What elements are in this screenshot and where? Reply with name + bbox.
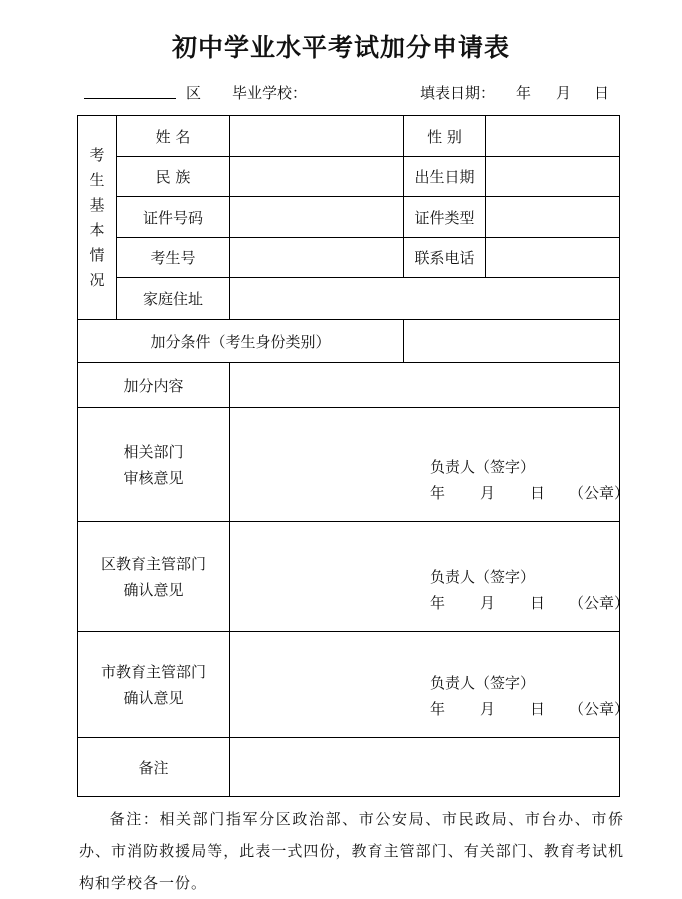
bonus-content-field[interactable]	[230, 363, 620, 408]
signature-label: 负责人（签字）	[430, 674, 536, 692]
gender-label: 性 别	[404, 116, 486, 157]
district-confirm-label: 区教育主管部门 确认意见	[78, 522, 230, 632]
exam-number-label: 考生号	[117, 238, 230, 278]
signature-date: 年 月 日 （公章）	[430, 594, 630, 612]
city-confirm-label: 市教育主管部门 确认意见	[78, 632, 230, 738]
form-title: 初中学业水平考试加分申请表	[171, 33, 510, 62]
fill-date-month: 月	[556, 84, 572, 102]
signature-label: 负责人（签字）	[430, 458, 536, 476]
phone-label: 联系电话	[404, 238, 486, 278]
name-label: 姓 名	[117, 116, 230, 157]
dept-review-field[interactable]	[230, 408, 630, 522]
district-label: 区	[186, 84, 202, 102]
footnote: 备注：相关部门指军分区政治部、市公安局、市民政局、市台办、市侨办、市消防救援局等，此表一式四份，教育主管部门、有关部门、教育考试机构和学校各一份。	[79, 810, 624, 892]
birth-date-label: 出生日期	[404, 157, 486, 197]
fill-date-day: 日	[594, 84, 610, 102]
exam-number-field[interactable]	[230, 238, 404, 278]
bonus-condition-field[interactable]	[404, 320, 620, 363]
remarks-field[interactable]	[230, 738, 620, 797]
id-type-label: 证件类型	[404, 197, 486, 238]
bonus-content-label: 加分内容	[78, 363, 230, 408]
address-label: 家庭住址	[117, 278, 230, 320]
basic-info-group-label: 考 生 基 本 情 况	[78, 116, 117, 320]
remarks-label: 备注	[78, 738, 230, 797]
id-type-field[interactable]	[486, 197, 620, 238]
city-confirm-field[interactable]	[230, 632, 630, 738]
birth-date-field[interactable]	[486, 157, 620, 197]
phone-field[interactable]	[486, 238, 620, 278]
application-form-table	[77, 115, 630, 797]
district-confirm-field[interactable]	[230, 522, 630, 632]
signature-date: 年 月 日 （公章）	[430, 484, 630, 502]
address-field[interactable]	[230, 278, 620, 320]
fill-date-label: 填表日期：	[420, 84, 496, 102]
gender-field[interactable]	[486, 116, 620, 157]
id-number-label: 证件号码	[117, 197, 230, 238]
signature-label: 负责人（签字）	[430, 568, 536, 586]
school-label: 毕业学校：	[232, 84, 308, 102]
district-blank-line	[84, 98, 176, 99]
name-field[interactable]	[230, 116, 404, 157]
ethnicity-label: 民 族	[117, 157, 230, 197]
bonus-condition-label: 加分条件（考生身份类别）	[78, 320, 404, 363]
dept-review-label: 相关部门 审核意见	[78, 408, 230, 522]
signature-date: 年 月 日 （公章）	[430, 700, 630, 718]
id-number-field[interactable]	[230, 197, 404, 238]
fill-date-year: 年	[516, 84, 532, 102]
ethnicity-field[interactable]	[230, 157, 404, 197]
